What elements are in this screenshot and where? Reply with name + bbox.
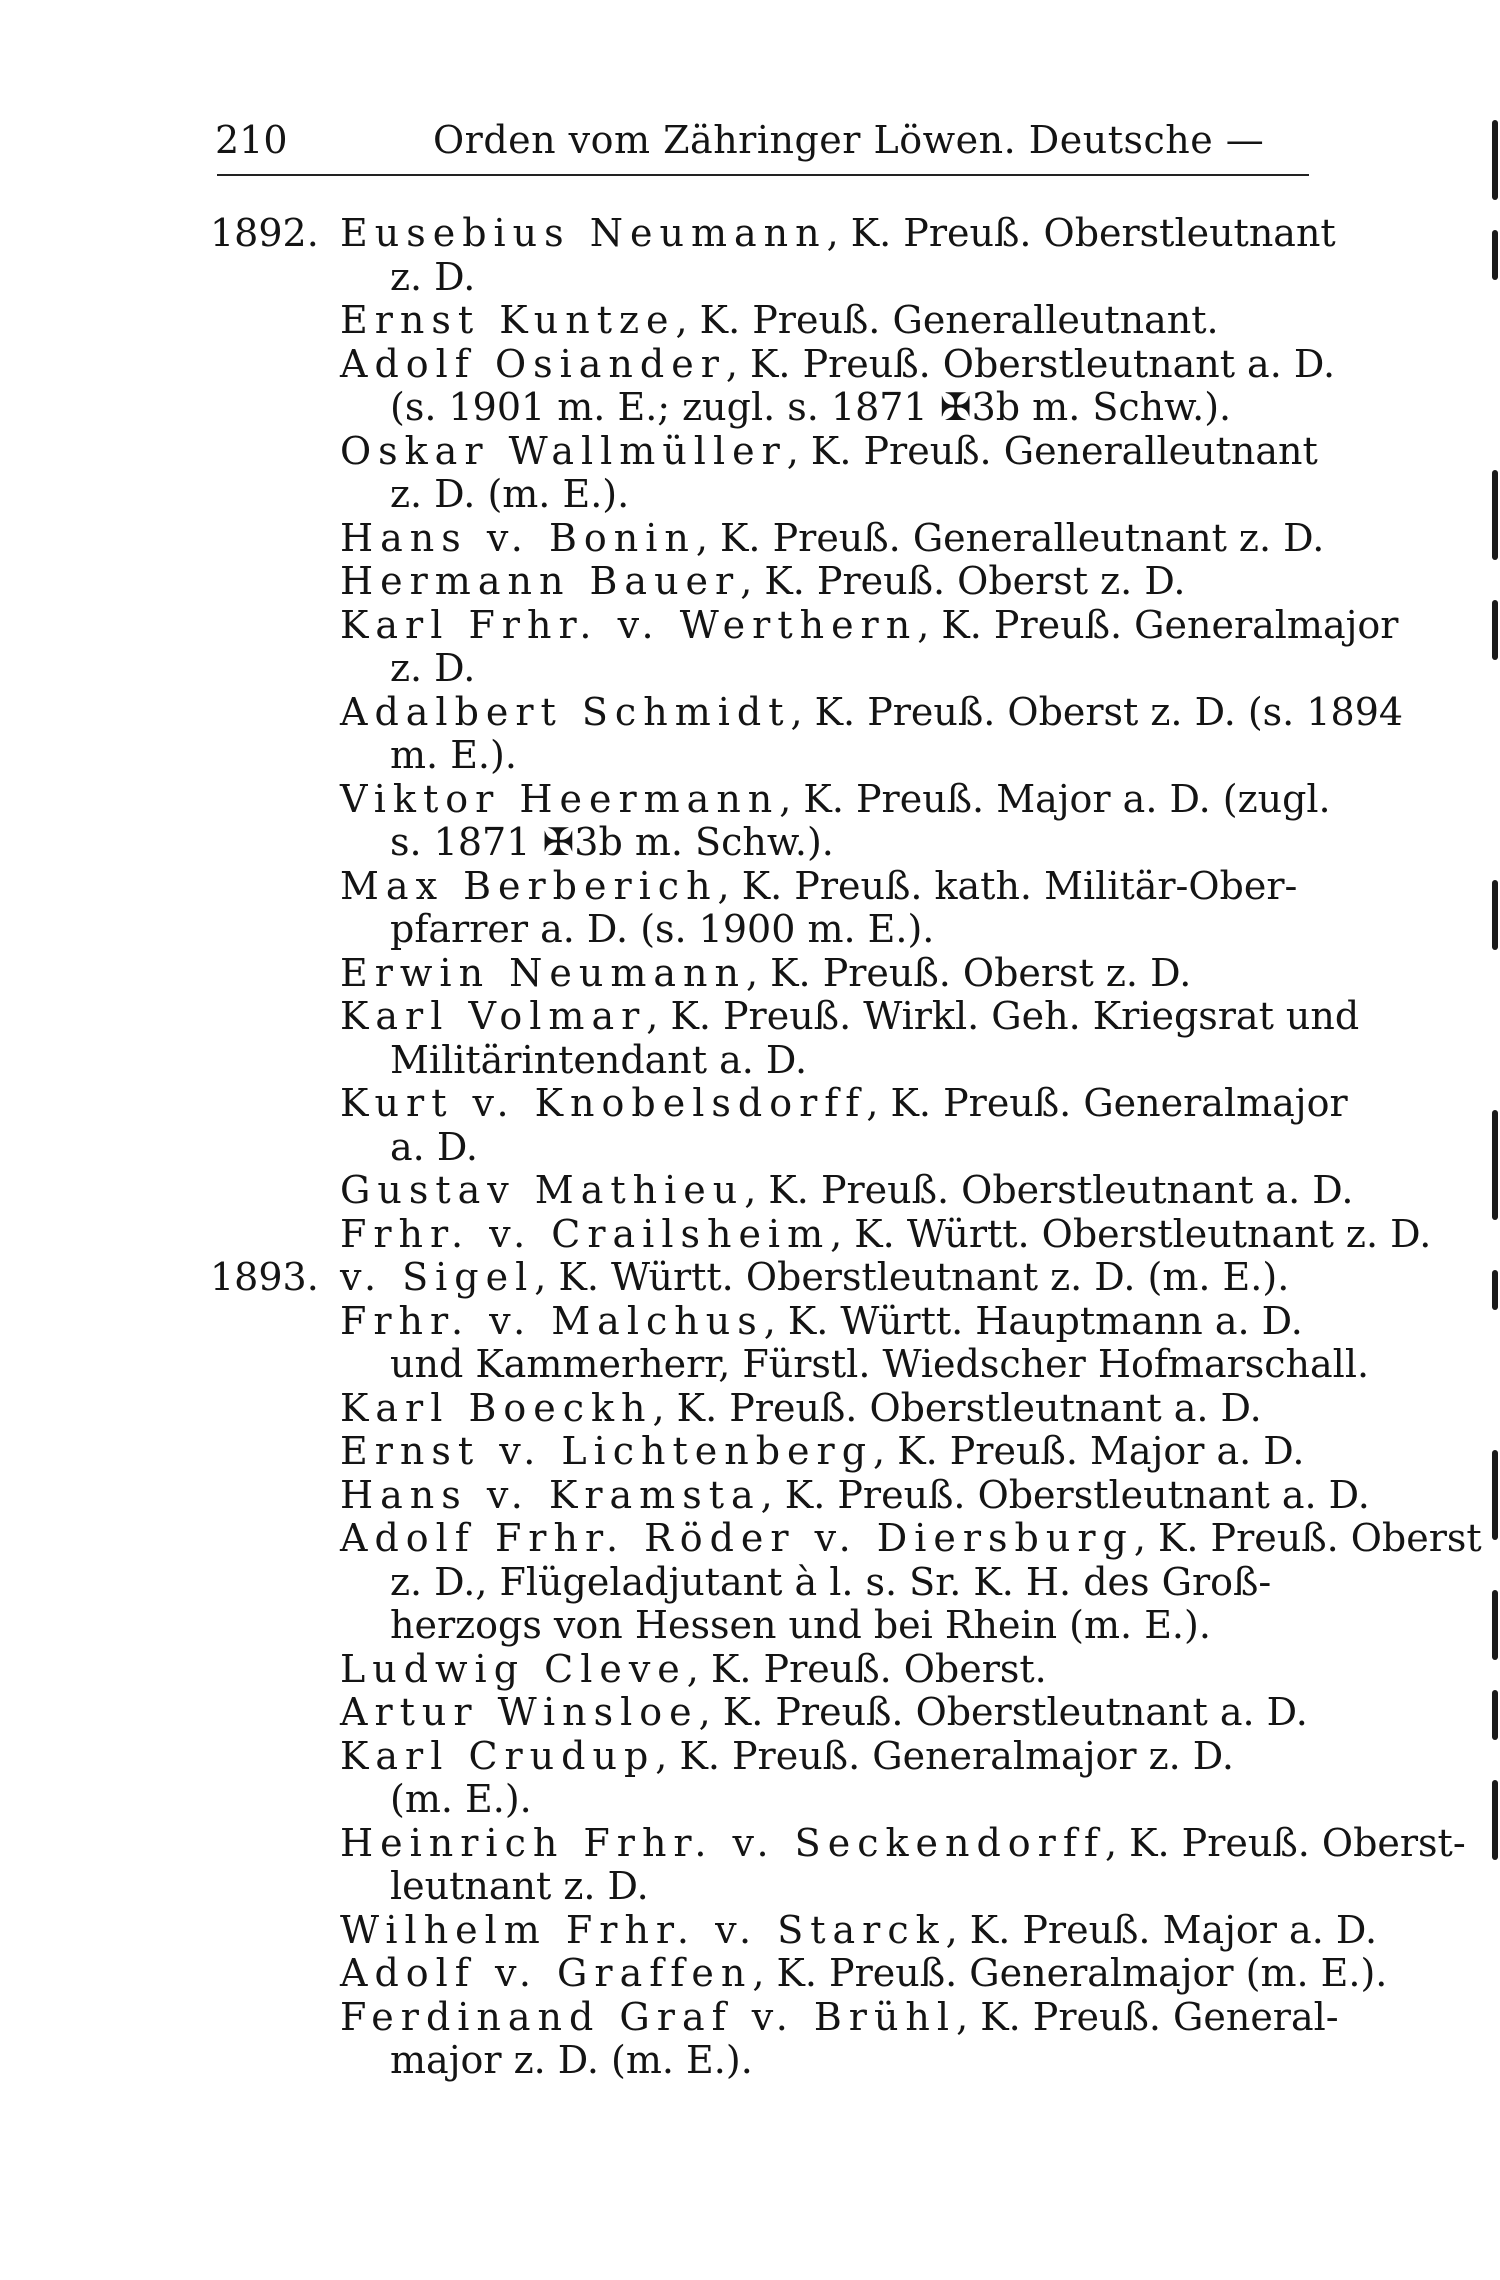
person-name: Hans v. Kramsta xyxy=(340,1472,761,1517)
entry-text: , K. Preuß. kath. Militär-Ober- xyxy=(717,863,1298,908)
person-name: Karl Crudup xyxy=(340,1733,656,1778)
list-item xyxy=(210,211,1336,299)
entry-text: Militärintendant a. D. xyxy=(390,1037,808,1082)
entry-first-line xyxy=(340,1820,1466,1866)
person-name: Hans v. Bonin xyxy=(340,515,696,560)
person-name: Adalbert Schmidt xyxy=(340,689,791,734)
list-item xyxy=(210,1168,1354,1213)
person-name: Karl Volmar xyxy=(340,994,647,1038)
entry-continuation-line xyxy=(340,386,1310,430)
entry-text: , K. Preuß. Major a. D. xyxy=(873,1429,1305,1473)
entry-first-line xyxy=(340,211,1336,256)
person-name: Hermann Bauer xyxy=(340,559,741,603)
entry-year: 1893. xyxy=(210,1255,319,1299)
entry-text: , K. Preuß. Generalmajor (m. E.). xyxy=(752,1951,1388,1995)
person-name: Adolf Frhr. Röder v. Diersburg xyxy=(340,1516,1134,1560)
entry-text: s. 1871 ✠3b m. Schw.). xyxy=(390,820,834,864)
person-name: Artur Winsloe xyxy=(340,1690,699,1734)
entry-continuation-line xyxy=(340,647,1310,691)
page-edge-shadow xyxy=(1486,0,1500,2280)
entry-text: , K. Preuß. Oberstleutnant a. D. xyxy=(744,1168,1354,1212)
entry-text: , K. Preuß. Major a. D. (zugl. xyxy=(779,776,1331,821)
page-number: 210 xyxy=(215,118,288,162)
entry-first-line xyxy=(340,1387,1310,1431)
list-item xyxy=(210,1472,1370,1518)
entry-text: , K. Preuß. Oberstleutnant xyxy=(826,211,1336,255)
person-name: Kurt v. Knobelsdorff xyxy=(340,1081,867,1125)
entry-text: z. D., Flügeladjutant à l. s. Sr. K. H. des Groß- xyxy=(390,1559,1272,1604)
list-item xyxy=(210,994,1360,1082)
entry-first-line xyxy=(340,515,1325,561)
entry-text: (s. 1901 m. E.; zugl. s. 1871 ✠3b m. Schw.). xyxy=(390,385,1232,429)
entry-first-line xyxy=(340,776,1331,822)
running-title: Orden vom Zähringer Löwen. Deutsche — xyxy=(433,118,1265,162)
entry-continuation-line xyxy=(340,1126,1310,1170)
entry-text: , K. Preuß. Oberst z. D. xyxy=(740,559,1186,603)
person-name: Ernst v. Lichtenberg xyxy=(340,1429,874,1473)
entry-continuation-line xyxy=(340,1342,1370,1387)
list-item xyxy=(210,1648,1310,1692)
person-name: Wilhelm Frhr. v. Starck xyxy=(340,1907,946,1952)
list-item xyxy=(210,428,1318,517)
list-item xyxy=(210,1298,1370,1387)
entry-first-line xyxy=(340,1951,1388,1996)
entry-text: , K. Preuß. Major a. D. xyxy=(945,1907,1378,1952)
person-name: Adolf v. Graffen xyxy=(340,1951,753,1995)
list-item xyxy=(210,1211,1432,1257)
entry-text: leutnant z. D. xyxy=(390,1864,649,1908)
person-name: Karl Boeckh xyxy=(340,1385,653,1430)
list-item xyxy=(210,1820,1466,1909)
entry-continuation-line xyxy=(340,734,1310,778)
entry-first-line xyxy=(340,1907,1378,1953)
entry-continuation-line xyxy=(340,473,1310,517)
person-name: Gustav Mathieu xyxy=(340,1168,745,1212)
entry-first-line xyxy=(340,1256,1310,1300)
entry-first-line xyxy=(340,1691,1310,1735)
entry-text: , K. Preuß. Oberstleutnant a. D. xyxy=(652,1385,1262,1430)
entry-text: , K. Preuß. Wirkl. Geh. Kriegsrat und xyxy=(646,994,1360,1038)
entry-first-line xyxy=(340,1430,1310,1474)
list-item xyxy=(210,865,1310,952)
entry-text: , K. Württ. Hauptmann a. D. xyxy=(763,1298,1303,1343)
entry-text: herzogs von Hessen und bei Rhein (m. E.). xyxy=(390,1603,1211,1647)
entry-first-line xyxy=(340,865,1310,909)
entry-text: z. D. xyxy=(390,254,476,299)
list-item xyxy=(210,1951,1388,1996)
list-item xyxy=(210,1516,1482,1648)
person-name: Viktor Heermann xyxy=(340,776,780,821)
entry-text: , K. Preuß. Generalmajor xyxy=(917,602,1399,647)
person-name: Ludwig Cleve xyxy=(340,1646,687,1691)
person-name: Eusebius Neumann xyxy=(340,211,827,255)
entry-text: , K. Preuß. Generalleutnant xyxy=(786,428,1318,473)
list-item xyxy=(210,776,1331,865)
list-item xyxy=(210,299,1310,343)
entry-continuation-line xyxy=(340,1561,1310,1605)
entry-text: , K. Preuß. Oberst xyxy=(1133,1516,1482,1560)
entry-continuation-line xyxy=(340,1865,1310,1909)
entry-first-line xyxy=(340,341,1336,387)
list-item xyxy=(210,1907,1378,1953)
list-item xyxy=(210,1994,1339,2083)
person-name: Frhr. v. Malchus xyxy=(340,1298,764,1343)
entry-text: , K. Preuß. General- xyxy=(956,1994,1339,2039)
entry-continuation-line xyxy=(340,908,1310,952)
entry-text: a. D. xyxy=(390,1124,479,1169)
entry-continuation-line xyxy=(340,256,1310,300)
list-item xyxy=(210,689,1404,778)
person-name: Erwin Neumann xyxy=(340,950,746,995)
list-item xyxy=(210,560,1310,604)
entry-text: und Kammerherr, Fürstl. Wiedscher Hofmarschall. xyxy=(390,1342,1370,1386)
person-name: Max Berberich xyxy=(340,863,718,908)
entry-first-line xyxy=(340,689,1404,735)
person-name: Ferdinand Graf v. Brühl xyxy=(340,1994,957,2039)
entry-first-line xyxy=(340,952,1310,996)
entry-first-line xyxy=(340,602,1399,648)
person-name: Oskar Wallmüller xyxy=(340,428,787,473)
list-item xyxy=(210,1256,1310,1300)
entry-continuation-line xyxy=(340,1039,1310,1083)
entry-text: , K. Württ. Oberstleutnant z. D. (m. E.). xyxy=(534,1255,1290,1299)
entry-text: , K. Preuß. Oberst z. D. (s. 1894 xyxy=(790,689,1404,734)
entry-first-line xyxy=(340,428,1318,474)
person-name: Adolf Osiander xyxy=(340,341,726,386)
entry-text: z. D. (m. E.). xyxy=(390,472,630,516)
person-name: Frhr. v. Crailsheim xyxy=(340,1211,831,1256)
list-item xyxy=(210,602,1399,691)
entry-first-line xyxy=(340,1735,1310,1779)
entry-text: z. D. xyxy=(390,646,476,690)
entry-text: , K. Preuß. Oberstleutnant a. D. xyxy=(725,341,1336,386)
page-header xyxy=(215,110,1310,170)
entry-first-line xyxy=(340,1211,1432,1257)
entry-text: , K. Preuß. Generalleutnant. xyxy=(675,298,1219,342)
entry-continuation-line xyxy=(340,821,1310,865)
entry-continuation-line xyxy=(340,1778,1310,1822)
entry-continuation-line xyxy=(340,1604,1310,1648)
entry-first-line xyxy=(340,1648,1310,1692)
list-item xyxy=(210,341,1336,430)
list-item xyxy=(210,1735,1310,1822)
entry-text: m. E.). xyxy=(390,733,517,777)
entry-text: , K. Preuß. Generalmajor z. D. xyxy=(655,1733,1234,1778)
entry-first-line xyxy=(340,1472,1370,1518)
entry-text: , K. Preuß. Oberst. xyxy=(686,1646,1047,1691)
person-name: Heinrich Frhr. v. Seckendorff xyxy=(340,1820,1105,1865)
list-item xyxy=(210,1691,1310,1735)
list-item xyxy=(210,1387,1310,1431)
entry-text: , K. Preuß. Oberstleutnant a. D. xyxy=(698,1690,1308,1734)
entry-text: (m. E.). xyxy=(390,1777,532,1821)
person-name: Ernst Kuntze xyxy=(340,298,676,342)
entry-first-line xyxy=(340,1081,1348,1126)
list-item xyxy=(210,515,1325,561)
person-name: Karl Frhr. v. Werthern xyxy=(340,602,918,647)
entry-first-line xyxy=(340,1300,1310,1344)
person-name: v. Sigel xyxy=(340,1255,535,1299)
header-rule xyxy=(217,174,1309,176)
entry-first-line xyxy=(340,560,1310,604)
entry-list xyxy=(210,211,1482,2083)
entry-text: , K. Preuß. Oberst- xyxy=(1104,1820,1466,1865)
entry-text: major z. D. (m. E.). xyxy=(390,2038,753,2082)
list-item xyxy=(210,1430,1310,1474)
entry-first-line xyxy=(340,1168,1354,1213)
entry-text: , K. Preuß. Generalmajor xyxy=(866,1081,1348,1125)
list-item xyxy=(210,952,1310,996)
entry-text: , K. Preuß. Generalleutnant z. D. xyxy=(695,515,1325,560)
entry-year: 1892. xyxy=(210,211,319,255)
entry-first-line xyxy=(340,299,1310,343)
entry-text: , K. Württ. Oberstleutnant z. D. xyxy=(830,1211,1432,1256)
entry-text: , K. Preuß. Oberstleutnant a. D. xyxy=(760,1472,1370,1517)
list-item xyxy=(210,1081,1348,1169)
entry-continuation-line xyxy=(340,2039,1310,2083)
entry-text: pfarrer a. D. (s. 1900 m. E.). xyxy=(390,907,935,951)
entry-first-line xyxy=(340,994,1360,1039)
entry-text: , K. Preuß. Oberst z. D. xyxy=(745,950,1192,995)
entry-first-line xyxy=(340,1994,1339,2040)
entry-first-line xyxy=(340,1516,1482,1561)
